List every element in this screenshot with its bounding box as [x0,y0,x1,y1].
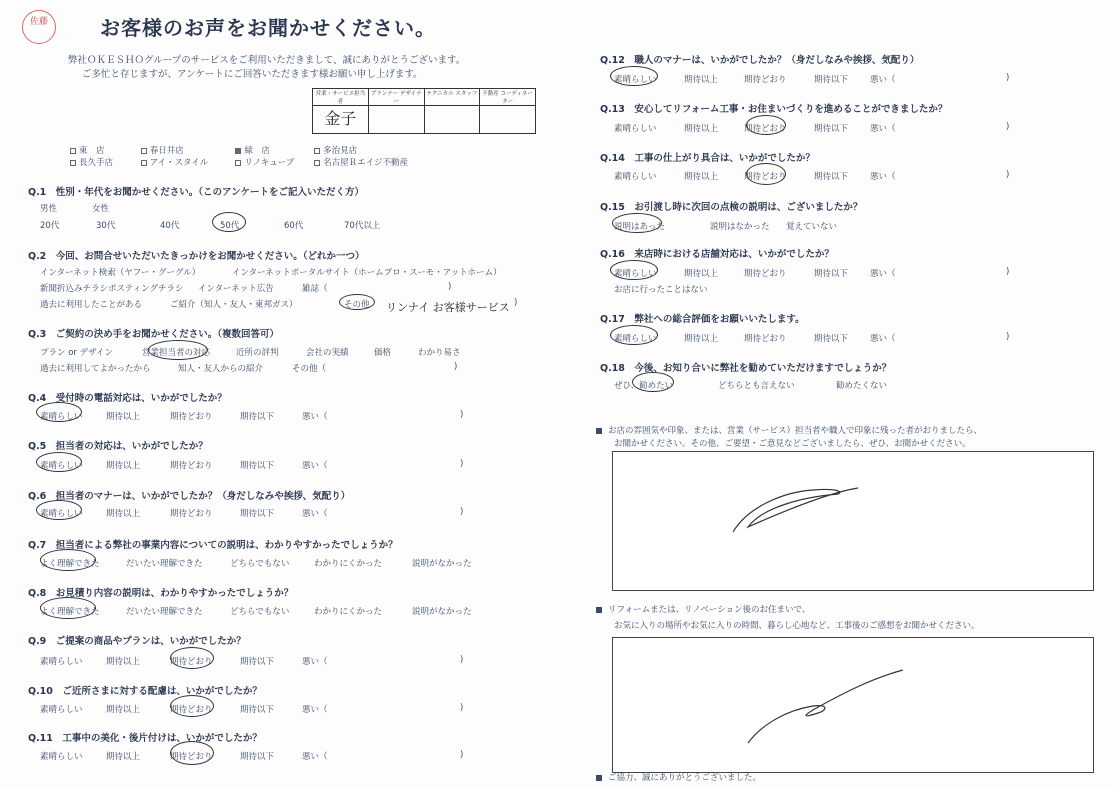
staff-technical-cell[interactable] [424,106,480,134]
q3-title: Q.3 ご契約の決め手をお聞かせください。（複数回答可） [28,329,280,340]
store-checkbox[interactable] [314,160,320,166]
q18-title: Q.18 今後、お知り合いに弊社を勧めていただけますでしょうか？ [600,363,892,374]
q2-row1: インターネット検索（ヤフー・グーグル） インターネットポータルサイト（ホームプロ・スーモ・アットホーム） [40,268,502,278]
footer-thanks: ご協力、誠にありがとうございました。 [596,771,761,783]
q14-options: 素晴らしい 期待以上 期待どおり 期待以下 悪い（ ) [614,170,1010,182]
q13-title: Q.13 安心してリフォーム工事・お住まいづくりを進めることができましたか？ [600,104,948,115]
staff-table [312,88,536,134]
q7-answer-circle [40,549,96,571]
store-checkbox[interactable] [70,160,76,166]
comment1-prompt-2: お聞かせください。その他、ご要望・ご意見などございましたら、ぜひ、お聞かせください。 [614,439,971,449]
q6-answer-circle [36,500,82,520]
staff-header-realestate: 不動産 コーディネーター [480,89,536,106]
staff-realestate-cell[interactable] [480,106,536,134]
q9-options: 素晴らしい 期待以上 期待どおり 期待以下 悪い（ ) [40,655,464,667]
q18-answer-circle [632,372,674,392]
q2-title: Q.2 今回、お問合せいただいたきっかけをお聞かせください。（どれか一つ） [28,251,365,262]
comment1-prompt-1: お店の雰囲気や印象、または、営業（サービス）担当者や職人で印象に残った者がおりましたら、 [596,424,982,436]
q9-answer-circle [170,647,214,669]
q2-answer-circle [339,294,375,310]
q5-options: 素晴らしい 期待以上 期待どおり 期待以下 悪い（ ) [40,459,464,471]
store-checkbox[interactable] [314,148,320,154]
store-checkbox[interactable] [70,148,76,154]
staff-sales-cell[interactable] [313,106,369,134]
q7-options: よく理解できた だいたい理解できた どちらでもない わかりにくかった 説明がなかった [40,559,472,569]
store-checkbox[interactable] [235,160,241,166]
q11-title: Q.11 工事中の美化・後片付けは、いかがでしたか？ [28,733,262,744]
q10-options: 素晴らしい 期待以上 期待どおり 期待以下 悪い（ ) [40,703,464,715]
seal-stamp: 佐藤 [22,10,56,44]
q16-title: Q.16 来店時における店舗対応は、いかがでしたか？ [600,249,834,260]
q1-title: Q.1 性別・年代をお聞かせください。（このアンケートをご記入いただく方） [28,187,364,198]
store-checkbox[interactable] [141,160,147,166]
staff-header-technical: テクニカル スタッフ [424,89,480,106]
q10-answer-circle [170,695,214,717]
q18-options: ぜひ、勧めたい どちらとも言えない 勧めたくない [614,381,888,391]
q12-answer-circle [610,66,658,86]
intro-line-2: ご多忙と存じますが、アンケートにご回答いただきます様お願い申し上げます。 [82,69,423,80]
q7-title: Q.7 担当者による弊社の事業内容についての説明は、わかりやすかったでしょうか？ [28,540,398,551]
q12-title: Q.12 職人のマナーは、いかがでしたか？（身だしなみや挨拶、気配り） [600,55,920,66]
q1-male[interactable]: 男性 [40,204,58,214]
q16-options: 素晴らしい 期待以上 期待どおり 期待以下 悪い（ ) [614,267,1010,279]
comment2-prompt-1: リフォームまたは、リノベーション後のお住まいで、 [596,603,810,615]
q4-answer-circle [36,402,82,422]
q3-row1: プラン or デザイン 営業担当者の対応 近所の評判 会社の実績 価格 わかり易さ [40,348,461,358]
q2-row2: 新聞折込みチラシ ポスティングチラシ インターネット広告 雑誌（ ) [40,282,452,294]
q16-answer-circle [610,260,658,280]
staff-header-sales: 営業・サービス担当者 [313,89,369,106]
staff-header-planner: プランナー デザイナー [368,89,424,106]
q13-answer-circle [746,115,786,135]
store-checkbox[interactable] [235,148,241,154]
q3-row2: 過去に利用してよかったから 知人・友人からの紹介 その他（ ) [40,362,458,374]
q5-answer-circle [36,452,82,472]
q1-female[interactable]: 女性 [92,204,110,214]
q16-extra-option[interactable]: お店に行ったことはない [614,285,708,295]
comment2-box[interactable] [612,637,1094,773]
q17-title: Q.17 弊社への総合評価をお願いいたします。 [600,314,805,325]
q6-title: Q.6 担当者のマナーは、いかがでしたか？（身だしなみや挨拶、気配り） [28,491,351,502]
sales-name: 金子 [324,109,357,128]
q11-options: 素晴らしい 期待以上 期待どおり 期待以下 悪い（ ) [40,750,464,762]
q5-title: Q.5 担当者の対応は、いかがでしたか？ [28,441,208,452]
q11-answer-circle [170,741,214,765]
store-row-1: 東 店 春日井店 緑 店 多治見店 [70,144,370,156]
q13-options: 素晴らしい 期待以上 期待どおり 期待以下 悪い（ ) [614,122,1010,134]
q1-ages: 20代 30代 40代 50代 60代 70代以上 [40,221,381,231]
q4-options: 素晴らしい 期待以上 期待どおり 期待以下 悪い（ ) [40,410,464,422]
q14-answer-circle [746,163,786,185]
q14-title: Q.14 工事の仕上がり具合は、いかがでしたか？ [600,153,815,164]
q8-answer-circle [40,597,96,619]
comment1-box[interactable] [612,451,1094,591]
staff-planner-cell[interactable] [368,106,424,134]
q3-answer-circle [148,340,208,360]
q1-gender [40,202,109,214]
q2-handwritten-other: リンナイ お客様サービス [386,301,510,314]
q12-options: 素晴らしい 期待以上 期待どおり 期待以下 悪い（ ) [614,73,1010,85]
comment1-scribble [613,452,1095,592]
page-title: お客様のお声をお聞かせください。 [100,16,436,40]
q10-title: Q.10 ご近所さまに対する配慮は、いかがでしたか？ [28,686,262,697]
store-checkbox[interactable] [141,148,147,154]
q6-options: 素晴らしい 期待以上 期待どおり 期待以下 悪い（ ) [40,507,464,519]
intro-line-1: 弊社ＯＫＥＳＨＯグループのサービスをご利用いただきまして、誠にありがとうございます。 [68,55,466,66]
q15-options: 説明はあった 説明はなかった 覚えていない [614,222,838,232]
q8-title: Q.8 お見積り内容の説明は、わかりやすかったでしょうか？ [28,588,294,599]
store-row-2: 長久手店 アイ・スタイル リノキューブ 名古屋Ｒエイジ不動産 [70,156,410,168]
q1-answer-circle [212,212,246,232]
q2-row3: 過去に利用したことがある ご紹介（知人・友人・東邦ガス） その他 ) [40,298,518,310]
q17-options: 素晴らしい 期待以上 期待どおり 期待以下 悪い（ ) [614,332,1010,344]
q15-answer-circle [612,213,662,233]
q17-answer-circle [610,325,658,345]
q4-title: Q.4 受付時の電話対応は、いかがでしたか？ [28,393,227,404]
q9-title: Q.9 ご提案の商品やプランは、いかがでしたか？ [28,636,246,647]
q15-title: Q.15 お引渡し時に次回の点検の説明は、ございましたか？ [600,202,863,213]
comment2-prompt-2: お気に入りの場所やお気に入りの時間、暮らし心地など、工事後のご感想をお聞かせください。 [614,621,980,631]
comment2-scribble [613,638,1095,774]
q8-options: よく理解できた だいたい理解できた どちらでもない わかりにくかった 説明がなかった [40,607,472,617]
